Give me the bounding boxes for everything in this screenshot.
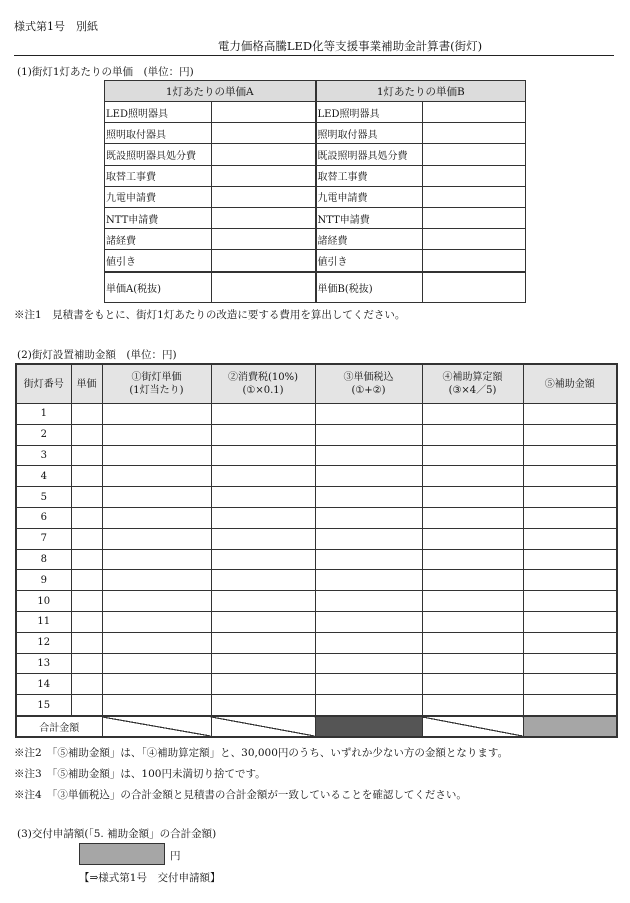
tax-cell[interactable] xyxy=(211,507,315,528)
tax-cell[interactable] xyxy=(211,445,315,466)
section3-heading: (3)交付申請額(「5. 補助金額」の合計金額) xyxy=(17,828,217,840)
unit-b-value[interactable] xyxy=(423,272,526,303)
lamp-number: 3 xyxy=(16,445,71,466)
unit-cell[interactable] xyxy=(71,570,102,591)
unit-b-label: 単価B(税抜) xyxy=(316,272,423,303)
subsidy-amount-cell[interactable] xyxy=(523,570,617,591)
tax-cell[interactable] xyxy=(211,611,315,632)
total-lamp-price-slashed xyxy=(102,716,211,737)
lamp-number: 13 xyxy=(16,653,71,674)
item-a-label: 諸経費 xyxy=(105,229,212,250)
lamp-price-cell[interactable] xyxy=(102,591,211,612)
item-b-label: 九電申請費 xyxy=(316,186,423,207)
table-row xyxy=(16,487,617,508)
col-price-incl-tax-l1: ③単価税込 xyxy=(343,372,394,383)
table-row xyxy=(16,549,617,570)
unit-a-value[interactable] xyxy=(212,272,316,303)
form-reference: 【⇒様式第1号 交付申請額】 xyxy=(79,872,221,884)
subsidy-calc-cell[interactable] xyxy=(422,611,523,632)
table-row xyxy=(16,466,617,487)
note-3: ※注3 「⑤補助金額」は、100円未満切り捨てです。 xyxy=(14,768,266,780)
subsidy-amount-cell[interactable] xyxy=(523,445,617,466)
unit-cell[interactable] xyxy=(71,611,102,632)
item-b-label: 照明取付器具 xyxy=(316,123,423,144)
subsidy-amount-cell[interactable] xyxy=(523,549,617,570)
subsidy-amount-cell[interactable] xyxy=(523,507,617,528)
item-a-value[interactable] xyxy=(212,229,316,250)
table-row xyxy=(16,653,617,674)
total-tax-slashed xyxy=(211,716,315,737)
price-incl-tax-cell[interactable] xyxy=(315,570,422,591)
item-a-value[interactable] xyxy=(212,207,316,228)
item-b-label: LED照明器具 xyxy=(316,102,423,123)
unit-cell[interactable] xyxy=(71,695,102,716)
col-tax xyxy=(211,364,315,404)
lamp-number: 14 xyxy=(16,674,71,695)
col-subsidy-calc-l1: ④補助算定額 xyxy=(442,372,503,383)
col-lamp-price xyxy=(102,364,211,404)
tax-cell[interactable] xyxy=(211,570,315,591)
section2-heading: (2)街灯設置補助金額 (単位：円) xyxy=(17,349,177,361)
lamp-price-cell[interactable] xyxy=(102,611,211,632)
item-a-value[interactable] xyxy=(212,102,316,123)
unit-cell[interactable] xyxy=(71,591,102,612)
subsidy-calc-cell[interactable] xyxy=(422,674,523,695)
subsidy-calc-cell[interactable] xyxy=(422,528,523,549)
price-incl-tax-cell[interactable] xyxy=(315,466,422,487)
tax-cell[interactable] xyxy=(211,404,315,425)
subsidy-amount-cell[interactable] xyxy=(523,424,617,445)
lamp-price-cell[interactable] xyxy=(102,466,211,487)
subsidy-calc-cell[interactable] xyxy=(422,424,523,445)
item-a-label: LED照明器具 xyxy=(105,102,212,123)
unit-cell[interactable] xyxy=(71,528,102,549)
unit-cell[interactable] xyxy=(71,653,102,674)
col-tax-l2: (①×0.1) xyxy=(242,385,284,396)
table-row xyxy=(16,591,617,612)
document-title: 電力価格高騰LED化等支援事業補助金計算書(街灯) xyxy=(217,39,483,53)
yen-unit: 円 xyxy=(170,850,181,862)
application-amount-box[interactable] xyxy=(79,843,165,865)
lamp-number: 1 xyxy=(16,404,71,425)
col-subsidy-calc-l2: (③×4／5) xyxy=(448,385,497,396)
item-b-value[interactable] xyxy=(423,250,526,272)
unit-cell[interactable] xyxy=(71,632,102,653)
total-price-incl-tax[interactable] xyxy=(315,716,422,737)
col-lamp-price-l2: (1灯当たり) xyxy=(129,385,184,396)
subsidy-calc-cell[interactable] xyxy=(422,404,523,425)
lamp-price-cell[interactable] xyxy=(102,674,211,695)
total-subsidy-calc-slashed xyxy=(422,716,523,737)
lamp-price-cell[interactable] xyxy=(102,507,211,528)
unit-cell[interactable] xyxy=(71,466,102,487)
tax-cell[interactable] xyxy=(211,695,315,716)
lamp-price-cell[interactable] xyxy=(102,632,211,653)
subsidy-amount-cell[interactable] xyxy=(523,611,617,632)
col-price-incl-tax-l2: (①+②) xyxy=(351,385,386,396)
price-incl-tax-cell[interactable] xyxy=(315,507,422,528)
lamp-price-cell[interactable] xyxy=(102,570,211,591)
col-subsidy-calc xyxy=(422,364,523,404)
unit-cell[interactable] xyxy=(71,445,102,466)
table-row xyxy=(16,570,617,591)
lamp-number: 6 xyxy=(16,507,71,528)
item-b-value[interactable] xyxy=(423,207,526,228)
lamp-price-cell[interactable] xyxy=(102,528,211,549)
lamp-number: 9 xyxy=(16,570,71,591)
price-incl-tax-cell[interactable] xyxy=(315,653,422,674)
item-a-label: 値引き xyxy=(105,250,212,272)
item-a-label: 取替工事費 xyxy=(105,165,212,186)
title-divider xyxy=(14,55,614,56)
tax-cell[interactable] xyxy=(211,632,315,653)
item-b-value[interactable] xyxy=(423,123,526,144)
table-row xyxy=(16,528,617,549)
item-a-label: 既設照明器具処分費 xyxy=(105,144,212,165)
price-incl-tax-cell[interactable] xyxy=(315,549,422,570)
unit-cell[interactable] xyxy=(71,404,102,425)
tax-cell[interactable] xyxy=(211,653,315,674)
col-lamp-price-l1: ①街灯単価 xyxy=(131,372,182,383)
lamp-number: 15 xyxy=(16,695,71,716)
item-b-label: NTT申請費 xyxy=(316,207,423,228)
subsidy-calc-cell[interactable] xyxy=(422,653,523,674)
unit-price-b-header: 1灯あたりの単価B xyxy=(316,81,526,102)
lamp-number: 12 xyxy=(16,632,71,653)
unit-price-a-header: 1灯あたりの単価A xyxy=(105,81,316,102)
item-a-label: 九電申請費 xyxy=(105,186,212,207)
total-label: 合計金額 xyxy=(16,716,102,737)
item-b-label: 取替工事費 xyxy=(316,165,423,186)
price-incl-tax-cell[interactable] xyxy=(315,611,422,632)
lamp-number: 10 xyxy=(16,591,71,612)
subsidy-calc-cell[interactable] xyxy=(422,591,523,612)
tax-cell[interactable] xyxy=(211,591,315,612)
note-4: ※注4 「③単価税込」の合計金額と見積書の合計金額が一致していることを確認してください。 xyxy=(14,789,467,801)
table-row xyxy=(16,632,617,653)
tax-cell[interactable] xyxy=(211,466,315,487)
subsidy-calc-cell[interactable] xyxy=(422,507,523,528)
lamp-price-cell[interactable] xyxy=(102,424,211,445)
table-row xyxy=(16,611,617,632)
subsidy-amount-cell[interactable] xyxy=(523,466,617,487)
item-a-value[interactable] xyxy=(212,144,316,165)
subsidy-amount-cell[interactable] xyxy=(523,653,617,674)
table-row xyxy=(16,695,617,716)
item-a-value[interactable] xyxy=(212,165,316,186)
note-2: ※注2 「⑤補助金額」は、「④補助算定額」と、30,000円のうち、いずれか少ない方の金額となります。 xyxy=(14,747,509,759)
lamp-number: 2 xyxy=(16,424,71,445)
unit-cell[interactable] xyxy=(71,507,102,528)
subsidy-amount-cell[interactable] xyxy=(523,632,617,653)
unit-cell[interactable] xyxy=(71,487,102,508)
item-b-value[interactable] xyxy=(423,186,526,207)
price-incl-tax-cell[interactable] xyxy=(315,528,422,549)
form-number: 様式第1号 別紙 xyxy=(14,20,98,33)
subsidy-calc-cell[interactable] xyxy=(422,570,523,591)
section1-heading: (1)街灯1灯あたりの単価 (単位：円) xyxy=(17,66,194,78)
item-b-value[interactable] xyxy=(423,165,526,186)
unit-price-table xyxy=(104,80,526,303)
tax-cell[interactable] xyxy=(211,549,315,570)
lamp-number: 8 xyxy=(16,549,71,570)
lamp-number: 4 xyxy=(16,466,71,487)
table-row xyxy=(16,445,617,466)
table-row xyxy=(16,674,617,695)
subsidy-calc-cell[interactable] xyxy=(422,632,523,653)
lamp-price-cell[interactable] xyxy=(102,549,211,570)
item-b-value[interactable] xyxy=(423,102,526,123)
item-b-label: 値引き xyxy=(316,250,423,272)
subsidy-calc-cell[interactable] xyxy=(422,549,523,570)
item-a-value[interactable] xyxy=(212,186,316,207)
price-incl-tax-cell[interactable] xyxy=(315,591,422,612)
lamp-number: 7 xyxy=(16,528,71,549)
lamp-price-cell[interactable] xyxy=(102,695,211,716)
subsidy-amount-cell[interactable] xyxy=(523,591,617,612)
subsidy-amount-cell[interactable] xyxy=(523,695,617,716)
unit-a-label: 単価A(税抜) xyxy=(105,272,212,303)
item-b-label: 既設照明器具処分費 xyxy=(316,144,423,165)
total-subsidy-amount[interactable] xyxy=(523,716,617,737)
tax-cell[interactable] xyxy=(211,674,315,695)
item-b-label: 諸経費 xyxy=(316,229,423,250)
price-incl-tax-cell[interactable] xyxy=(315,695,422,716)
subsidy-calc-cell[interactable] xyxy=(422,466,523,487)
price-incl-tax-cell[interactable] xyxy=(315,424,422,445)
col-unit: 単価 xyxy=(71,364,102,404)
subsidy-amount-cell[interactable] xyxy=(523,528,617,549)
tax-cell[interactable] xyxy=(211,487,315,508)
item-a-value[interactable] xyxy=(212,123,316,144)
tax-cell[interactable] xyxy=(211,424,315,445)
subsidy-calc-cell[interactable] xyxy=(422,695,523,716)
lamp-price-cell[interactable] xyxy=(102,653,211,674)
table-row xyxy=(16,424,617,445)
note-1: ※注1 見積書をもとに、街灯1灯あたりの改造に要する費用を算出してください。 xyxy=(14,309,406,321)
lamp-price-cell[interactable] xyxy=(102,487,211,508)
item-b-value[interactable] xyxy=(423,229,526,250)
col-tax-l1: ②消費税(10%) xyxy=(227,372,299,383)
subsidy-calc-cell[interactable] xyxy=(422,445,523,466)
col-lamp-number: 街灯番号 xyxy=(16,364,71,404)
unit-cell[interactable] xyxy=(71,674,102,695)
col-subsidy-amount: ⑤補助金額 xyxy=(523,364,617,404)
lamp-number: 11 xyxy=(16,611,71,632)
price-incl-tax-cell[interactable] xyxy=(315,404,422,425)
subsidy-table xyxy=(15,363,618,738)
col-price-incl-tax xyxy=(315,364,422,404)
table-row xyxy=(16,507,617,528)
lamp-price-cell[interactable] xyxy=(102,404,211,425)
lamp-number: 5 xyxy=(16,487,71,508)
item-b-value[interactable] xyxy=(423,144,526,165)
lamp-price-cell[interactable] xyxy=(102,445,211,466)
unit-cell[interactable] xyxy=(71,549,102,570)
price-incl-tax-cell[interactable] xyxy=(315,674,422,695)
item-a-value[interactable] xyxy=(212,250,316,272)
subsidy-amount-cell[interactable] xyxy=(523,674,617,695)
item-a-label: NTT申請費 xyxy=(105,207,212,228)
unit-cell[interactable] xyxy=(71,424,102,445)
price-incl-tax-cell[interactable] xyxy=(315,632,422,653)
price-incl-tax-cell[interactable] xyxy=(315,487,422,508)
subsidy-amount-cell[interactable] xyxy=(523,487,617,508)
subsidy-calc-cell[interactable] xyxy=(422,487,523,508)
price-incl-tax-cell[interactable] xyxy=(315,445,422,466)
table-row xyxy=(16,404,617,425)
tax-cell[interactable] xyxy=(211,528,315,549)
subsidy-amount-cell[interactable] xyxy=(523,404,617,425)
item-a-label: 照明取付器具 xyxy=(105,123,212,144)
